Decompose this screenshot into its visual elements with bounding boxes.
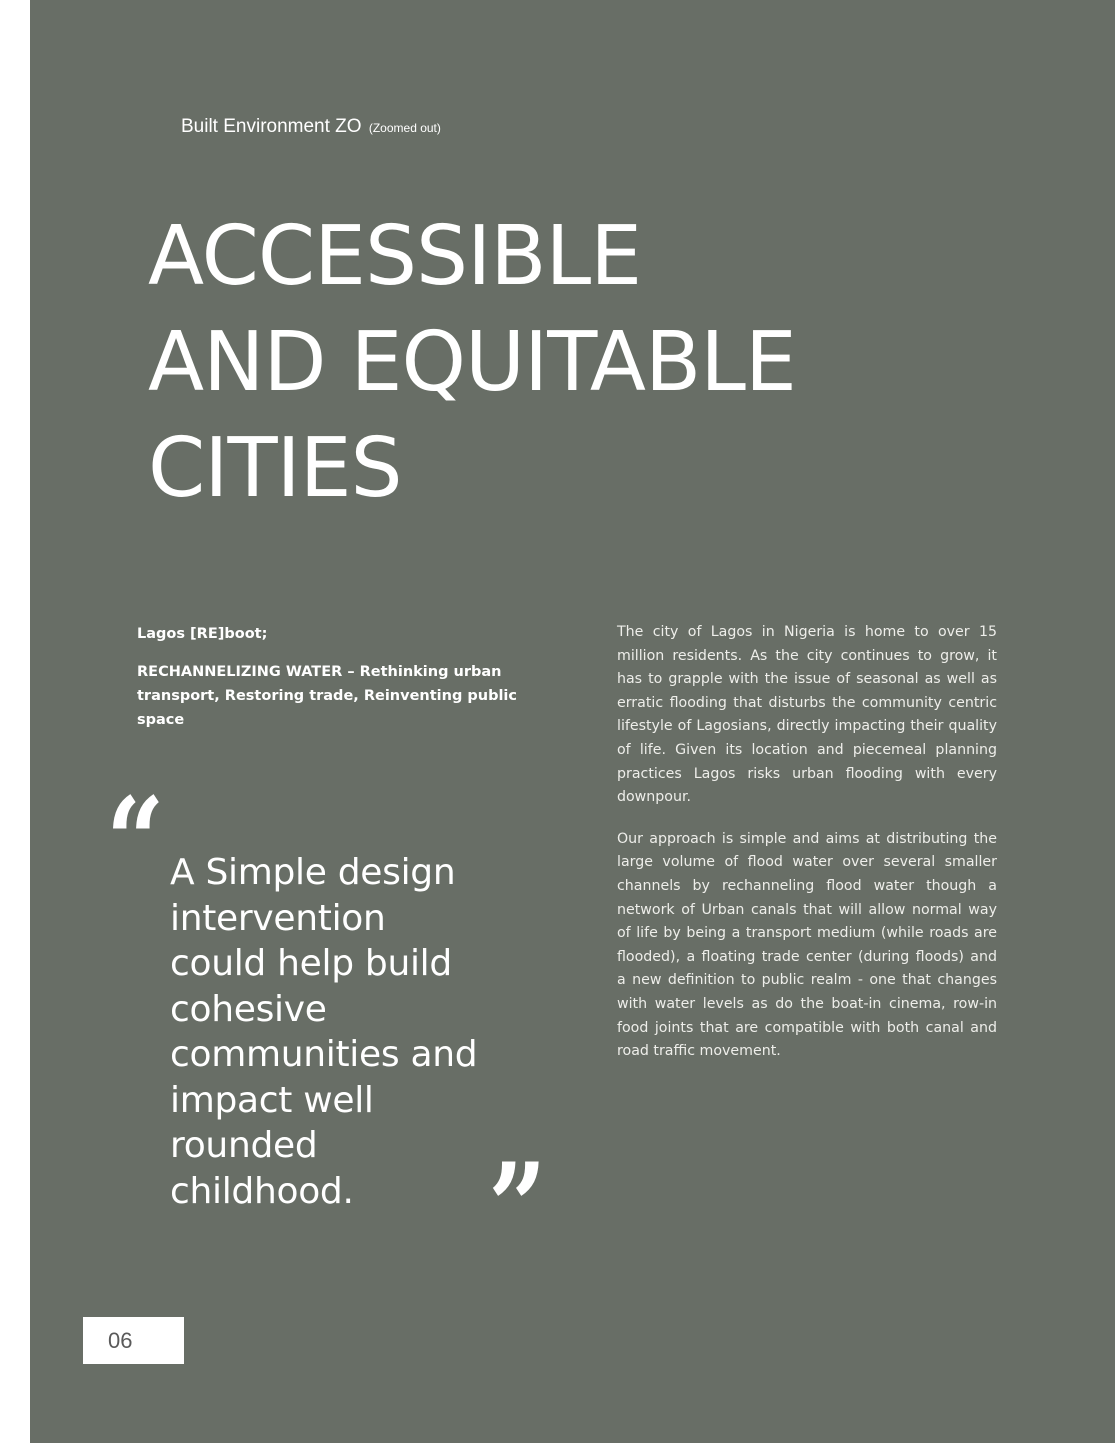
pull-quote-line: could help build: [170, 943, 452, 984]
body-paragraph-1: The city of Lagos in Nigeria is home to over 15 million residents. As the city continues to grow, it has to grapple with the issue of seasonal as well as erratic flooding that disturbs the community centric lifestyle of Lagosians, directly impacting their quality of life. Given its location and piecemeal planning practices Lagos risks urban flooding with every downpour.: [617, 624, 997, 806]
open-quote-icon: “: [106, 771, 165, 912]
page-title: [148, 204, 796, 522]
section-label-text: Built Environment ZO: [181, 116, 362, 137]
title-line-2: AND EQUITABLE: [148, 315, 796, 410]
body-paragraph-2: Our approach is simple and aims at distributing the large volume of flood water over several smaller channels by rechanneling flood water though a network of Urban canals that will allow normal way of life by being a transport medium (while roads are flooded), a floating trade center (during floods) and a new definition to public realm - one that changes with water levels as do the boat-in cinema, row-in food joints that are compatible with both canal and road traffic movement.: [617, 830, 997, 1060]
page-panel: [30, 0, 1115, 1443]
project-heading: [137, 622, 522, 732]
pull-quote-line: intervention: [170, 897, 386, 939]
pull-quote-line: impact well: [170, 1079, 374, 1121]
page-number: 06: [83, 1317, 184, 1364]
pull-quote-line: cohesive: [170, 988, 327, 1030]
pull-quote-line: communities and: [170, 1034, 478, 1075]
project-subtitle: RECHANNELIZING WATER – Rethinking urban transport, Restoring trade, Reinventing public space: [137, 664, 518, 728]
title-line-3: CITIES: [148, 421, 402, 516]
body-text: [617, 621, 997, 1064]
pull-quote-line: rounded: [170, 1125, 318, 1166]
pull-quote: [170, 850, 510, 1214]
pull-quote-line: A Simple design: [170, 852, 456, 893]
title-line-1: ACCESSIBLE: [148, 209, 642, 304]
section-label-note: (Zoomed out): [368, 121, 441, 135]
close-quote-icon: ”: [488, 1137, 547, 1278]
project-name: Lagos [RE]boot;: [137, 626, 268, 642]
pull-quote-line: childhood.: [170, 1170, 354, 1212]
section-label: [181, 116, 441, 138]
